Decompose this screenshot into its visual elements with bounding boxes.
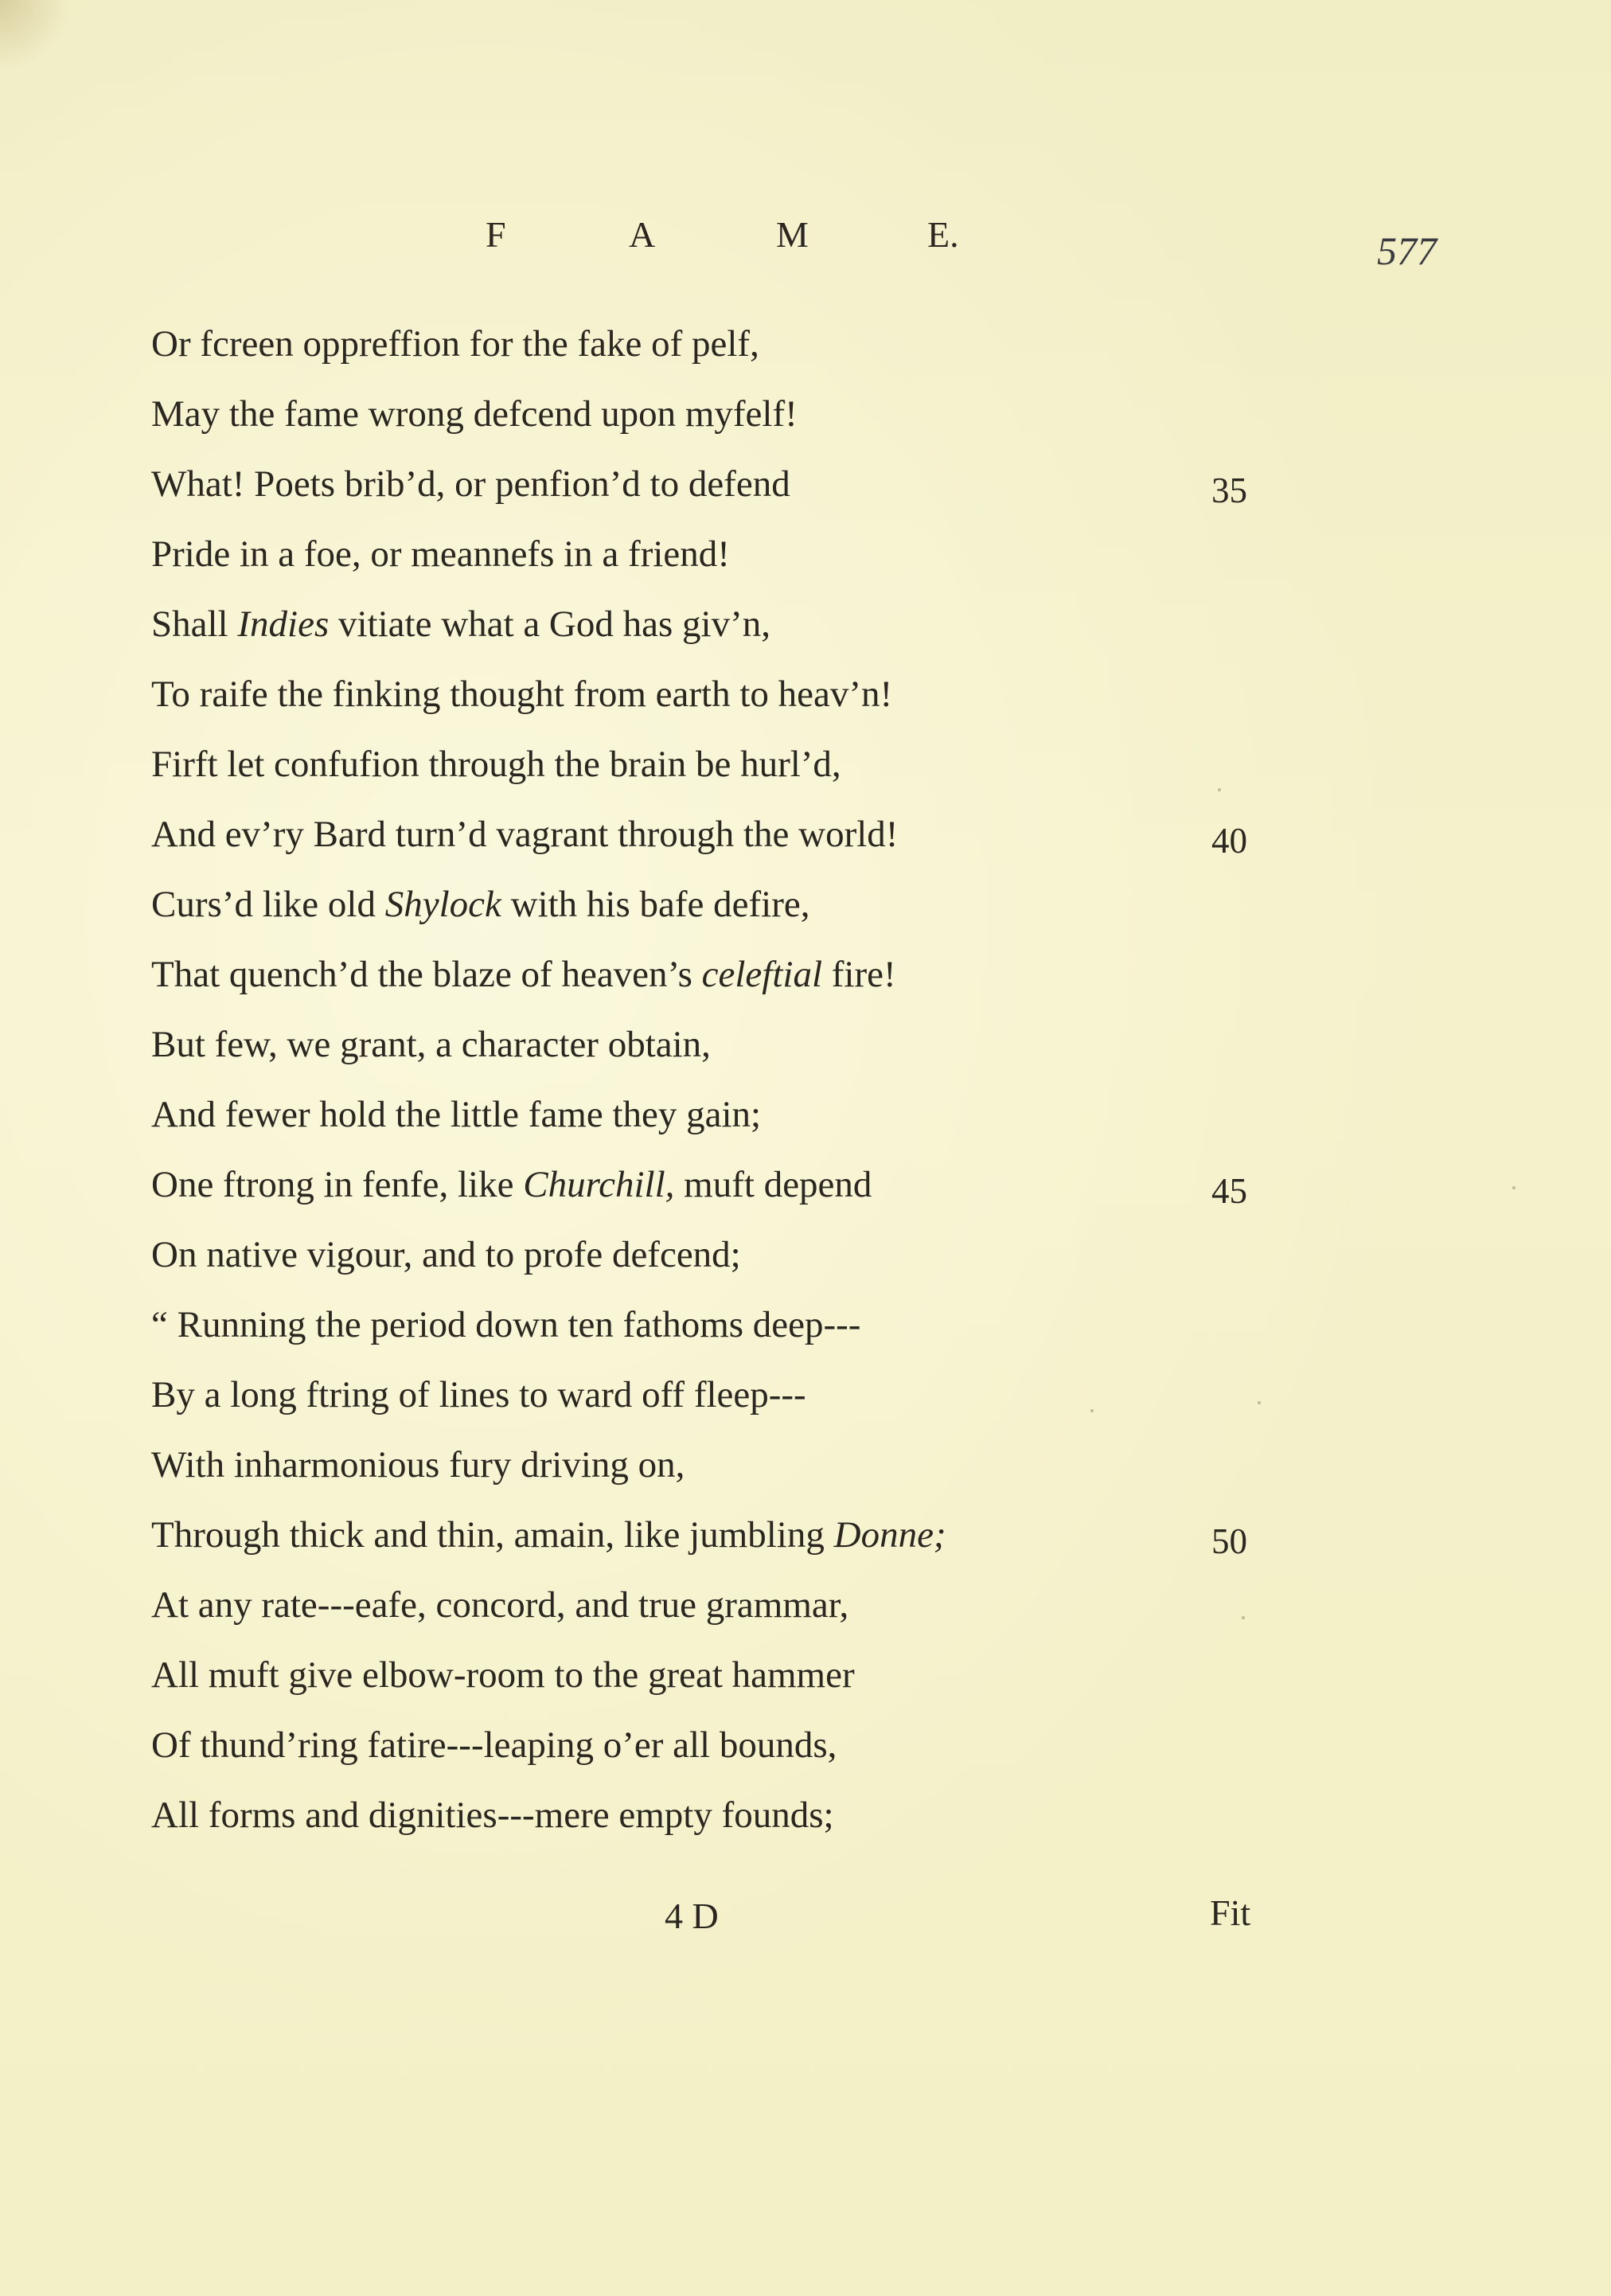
poem-line-text bbox=[151, 1514, 946, 1556]
italic-word: Shylock bbox=[384, 884, 501, 925]
line-number: 50 bbox=[1211, 1521, 1247, 1561]
line-segment: One ftrong in fenfe, like bbox=[151, 1164, 524, 1205]
poem-line-text bbox=[151, 393, 798, 435]
poem-line bbox=[151, 449, 1345, 519]
poem-line bbox=[151, 1080, 1345, 1150]
poem-line bbox=[151, 1009, 1345, 1080]
poem-body bbox=[151, 309, 1345, 1850]
italic-word: Indies bbox=[237, 603, 330, 645]
line-segment: To raife the finking thought from earth to heav’n! bbox=[151, 674, 893, 715]
running-head-letter: E. bbox=[927, 214, 959, 255]
line-segment: Curs’d like old bbox=[151, 884, 385, 925]
line-segment: By a long ftring of lines to ward off fleep--- bbox=[151, 1374, 806, 1415]
poem-line-text bbox=[151, 323, 759, 365]
poem-line bbox=[151, 1150, 1345, 1220]
line-segment: That quench’d the blaze of heaven’s bbox=[151, 954, 702, 995]
signature-mark: 4 D bbox=[665, 1896, 719, 1936]
poem-line-text bbox=[151, 533, 730, 575]
line-segment: And ev’ry Bard turn’d vagrant through the world! bbox=[151, 814, 899, 855]
poem-line-text bbox=[151, 1094, 761, 1135]
poem-line bbox=[151, 659, 1345, 729]
line-segment: “ Running the period down ten fathoms deep--- bbox=[151, 1304, 861, 1345]
line-segment: Through thick and thin, amain, like jumbling bbox=[151, 1514, 834, 1556]
line-segment: With inharmonious fury driving on, bbox=[151, 1444, 685, 1486]
poem-line bbox=[151, 379, 1345, 449]
running-head-letter: M bbox=[776, 214, 809, 255]
poem-line-text bbox=[151, 1444, 685, 1486]
italic-word: Donne; bbox=[833, 1514, 946, 1556]
line-segment: All forms and dignities---mere empty founds; bbox=[151, 1794, 834, 1836]
paper-speck bbox=[1258, 1401, 1261, 1404]
poem-line bbox=[151, 1500, 1345, 1570]
poem-line-text bbox=[151, 1584, 848, 1626]
poem-line-text bbox=[151, 463, 790, 505]
line-segment: At any rate---eafe, concord, and true grammar, bbox=[151, 1584, 849, 1626]
italic-word: Churchill, bbox=[523, 1164, 675, 1205]
poem-line-text bbox=[151, 1374, 806, 1415]
poem-line-text bbox=[151, 1794, 834, 1836]
line-segment: But few, we grant, a character obtain, bbox=[151, 1024, 711, 1065]
corner-stain bbox=[0, 0, 72, 72]
poem-line-text bbox=[151, 1654, 855, 1696]
page-number: 577 bbox=[1377, 228, 1437, 273]
line-segment: Shall bbox=[151, 603, 238, 645]
line-segment: And fewer hold the little fame they gain; bbox=[151, 1094, 762, 1135]
poem-line bbox=[151, 1220, 1345, 1290]
poem-line-text bbox=[151, 954, 896, 995]
poem-line bbox=[151, 309, 1345, 379]
line-segment: All muft give elbow-room to the great hammer bbox=[151, 1654, 855, 1696]
line-number: 40 bbox=[1211, 821, 1247, 861]
poem-line bbox=[151, 1710, 1345, 1780]
poem-line-text bbox=[151, 744, 841, 785]
poem-line-text bbox=[151, 1724, 837, 1766]
running-head-letter: F bbox=[486, 214, 506, 255]
line-segment: What! Poets brib’d, or penfion’d to defend bbox=[151, 463, 790, 505]
line-segment: Of thund’ring fatire---leaping o’er all bounds, bbox=[151, 1724, 837, 1766]
poem-line bbox=[151, 1360, 1345, 1430]
line-segment: fire! bbox=[822, 954, 896, 995]
poem-line bbox=[151, 1430, 1345, 1500]
poem-line-text bbox=[151, 1304, 860, 1345]
paper-speck bbox=[1218, 788, 1221, 791]
poem-line-text bbox=[151, 1024, 711, 1065]
poem-line bbox=[151, 1290, 1345, 1360]
poem-line bbox=[151, 939, 1345, 1009]
line-segment: with his bafe defire, bbox=[501, 884, 810, 925]
line-number: 35 bbox=[1211, 471, 1247, 510]
poem-line bbox=[151, 869, 1345, 939]
poem-line bbox=[151, 1780, 1345, 1850]
poem-line-text bbox=[151, 1234, 741, 1275]
line-segment: On native vigour, and to profe defcend; bbox=[151, 1234, 741, 1275]
line-segment: Pride in a foe, or meannefs in a friend! bbox=[151, 533, 730, 575]
poem-line-text bbox=[151, 814, 898, 855]
paper-speck bbox=[1242, 1616, 1245, 1619]
line-segment: Firft let confufion through the brain be hurl’d, bbox=[151, 744, 841, 785]
paper-speck bbox=[1090, 1409, 1094, 1412]
poem-line-text bbox=[151, 1164, 872, 1205]
poem-line-text bbox=[151, 884, 810, 925]
poem-line-text bbox=[151, 603, 770, 645]
running-head bbox=[486, 213, 979, 269]
line-segment: Or fcreen oppreffion for the fake of pelf, bbox=[151, 323, 759, 365]
line-segment: May the fame wrong defcend upon myfelf! bbox=[151, 393, 798, 435]
paper-speck bbox=[1512, 1186, 1515, 1189]
line-segment: muft depend bbox=[674, 1164, 872, 1205]
poem-line bbox=[151, 799, 1345, 869]
poem-line bbox=[151, 729, 1345, 799]
poem-line-text bbox=[151, 674, 892, 715]
italic-word: celeftial bbox=[701, 954, 823, 995]
running-head-letter: A bbox=[629, 214, 656, 255]
line-segment: vitiate what a God has giv’n, bbox=[329, 603, 770, 645]
poem-line bbox=[151, 519, 1345, 589]
line-number: 45 bbox=[1211, 1171, 1247, 1211]
poem-line bbox=[151, 1640, 1345, 1710]
catchword: Fit bbox=[1210, 1892, 1251, 1933]
poem-line bbox=[151, 1570, 1345, 1640]
poem-line bbox=[151, 589, 1345, 659]
